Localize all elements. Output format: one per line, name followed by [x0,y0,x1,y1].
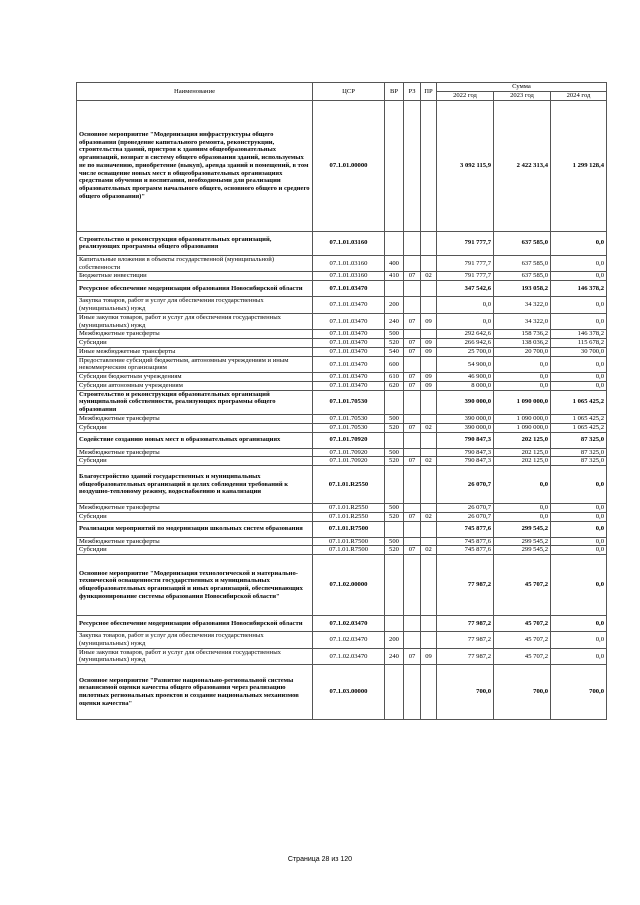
cell-csr: 07.1.01.00000 [313,100,385,231]
cell-vr [385,100,404,231]
cell-vr: 520 [385,546,404,555]
cell-csr: 07.1.01.R7500 [313,521,385,537]
cell-2024: 115 678,2 [551,339,607,348]
cell-rz: 07 [404,512,421,521]
header-2024: 2024 год [551,92,607,101]
cell-vr [385,432,404,448]
cell-2024: 87 325,0 [551,457,607,466]
cell-pr [421,390,437,414]
cell-rz: 07 [404,546,421,555]
table-row [77,313,607,330]
cell-vr [385,390,404,414]
cell-pr: 02 [421,457,437,466]
cell-2023: 138 036,2 [494,339,551,348]
cell-2022: 77 987,2 [437,632,494,649]
cell-2023: 202 125,0 [494,448,551,457]
cell-name: Строительство и реконструкция образовательных организаций муниципальной собственности, реализующих программы общего образования [77,390,313,414]
cell-2024: 146 378,2 [551,330,607,339]
cell-2024: 0,0 [551,648,607,665]
cell-rz [404,255,421,272]
cell-2023: 202 125,0 [494,457,551,466]
cell-vr [385,231,404,255]
table-row [77,504,607,513]
cell-csr: 07.1.01.03470 [313,356,385,373]
cell-name: Закупка товаров, работ и услуг для обеспечения государственных (муниципальных) нужд [77,297,313,314]
cell-vr [385,466,404,504]
cell-2023: 0,0 [494,466,551,504]
cell-pr [421,466,437,504]
cell-2022: 292 642,6 [437,330,494,339]
cell-csr: 07.1.01.03160 [313,255,385,272]
cell-rz [404,616,421,632]
table-row [77,512,607,521]
cell-vr [385,665,404,720]
header-pr: ПР [421,83,437,101]
table-header [77,83,607,101]
cell-name: Иные межбюджетные трансферты [77,347,313,356]
cell-rz [404,537,421,546]
cell-vr: 520 [385,457,404,466]
cell-2022: 790 847,3 [437,432,494,448]
cell-2022: 46 900,0 [437,373,494,382]
cell-2022: 745 877,6 [437,521,494,537]
cell-2024: 0,0 [551,632,607,649]
cell-2023: 0,0 [494,373,551,382]
cell-rz [404,100,421,231]
cell-2022: 390 000,0 [437,415,494,424]
cell-rz: 07 [404,381,421,390]
cell-name: Межбюджетные трансферты [77,504,313,513]
cell-2023: 637 585,0 [494,231,551,255]
cell-name: Реализация мероприятий по модернизации школьных систем образования [77,521,313,537]
cell-name: Иные закупки товаров, работ и услуг для обеспечения государственных (муниципальных) нужд [77,313,313,330]
cell-csr: 07.1.01.R2550 [313,512,385,521]
cell-pr: 09 [421,373,437,382]
cell-csr: 07.1.01.70920 [313,448,385,457]
cell-vr: 620 [385,381,404,390]
cell-csr: 07.1.02.03470 [313,616,385,632]
cell-2023: 45 707,2 [494,648,551,665]
cell-name: Бюджетные инвестиции [77,272,313,281]
cell-pr [421,415,437,424]
cell-name: Субсидии [77,546,313,555]
cell-pr: 02 [421,546,437,555]
cell-vr: 500 [385,415,404,424]
cell-vr: 200 [385,297,404,314]
cell-csr: 07.1.01.R7500 [313,537,385,546]
table-row [77,466,607,504]
cell-rz [404,504,421,513]
cell-pr [421,521,437,537]
cell-pr [421,432,437,448]
cell-2022: 791 777,7 [437,272,494,281]
cell-vr: 500 [385,330,404,339]
cell-2024: 30 700,0 [551,347,607,356]
cell-2022: 0,0 [437,313,494,330]
cell-2022: 8 000,0 [437,381,494,390]
page-footer: Страница 28 из 120 [287,856,353,863]
cell-pr [421,100,437,231]
cell-2022: 790 847,3 [437,448,494,457]
cell-2024: 0,0 [551,313,607,330]
header-name: Наименование [77,83,313,101]
table-row [77,100,607,231]
table-row [77,555,607,616]
cell-2023: 299 545,2 [494,521,551,537]
cell-2022: 791 777,7 [437,255,494,272]
cell-2022: 745 877,6 [437,546,494,555]
cell-rz: 07 [404,648,421,665]
cell-rz: 07 [404,272,421,281]
cell-csr: 07.1.01.70920 [313,432,385,448]
cell-2023: 45 707,2 [494,632,551,649]
cell-name: Ресурсное обеспечение модернизации образования Новосибирской области [77,616,313,632]
cell-2023: 20 700,0 [494,347,551,356]
cell-2022: 390 000,0 [437,390,494,414]
cell-2023: 2 422 313,4 [494,100,551,231]
cell-vr: 200 [385,632,404,649]
cell-2022: 0,0 [437,297,494,314]
cell-name: Субсидии [77,423,313,432]
cell-2022: 77 987,2 [437,648,494,665]
cell-vr: 240 [385,313,404,330]
header-sum: Сумма [437,83,607,92]
cell-name: Межбюджетные трансферты [77,330,313,339]
cell-2023: 299 545,2 [494,546,551,555]
cell-2024: 700,0 [551,665,607,720]
table-row [77,339,607,348]
cell-2024: 0,0 [551,504,607,513]
cell-2022: 266 942,6 [437,339,494,348]
cell-csr: 07.1.01.R2550 [313,504,385,513]
cell-pr: 02 [421,512,437,521]
cell-pr: 09 [421,381,437,390]
cell-2024: 1 065 425,2 [551,415,607,424]
cell-csr: 07.1.01.03470 [313,281,385,297]
cell-csr: 07.1.01.03470 [313,381,385,390]
header-vr: ВР [385,83,404,101]
cell-vr [385,281,404,297]
cell-csr: 07.1.01.70530 [313,415,385,424]
cell-csr: 07.1.01.03470 [313,347,385,356]
cell-csr: 07.1.01.03470 [313,339,385,348]
cell-rz: 07 [404,313,421,330]
cell-2023: 1 090 000,0 [494,390,551,414]
cell-2024: 0,0 [551,616,607,632]
cell-rz [404,448,421,457]
cell-name: Межбюджетные трансферты [77,537,313,546]
cell-pr [421,616,437,632]
cell-2024: 0,0 [551,255,607,272]
cell-name: Субсидии [77,512,313,521]
cell-name: Благоустройство зданий государственных и муниципальных общеобразовательных организаций в целях соблюдения требований к воздушно-тепловому режиму, водоснабжению и канализации [77,466,313,504]
cell-pr: 09 [421,339,437,348]
cell-2023: 34 322,0 [494,313,551,330]
cell-csr: 07.1.01.R2550 [313,466,385,504]
cell-vr [385,521,404,537]
header-2023: 2023 год [494,92,551,101]
table-row [77,255,607,272]
cell-csr: 07.1.02.03470 [313,632,385,649]
table-row [77,381,607,390]
cell-csr: 07.1.01.03470 [313,313,385,330]
cell-2023: 0,0 [494,504,551,513]
cell-name: Основное мероприятие "Развитие национально-региональной системы независимой оценки качества общего образования через реализацию пилотных региональных проектов и создание национальных механизмов оценки качества" [77,665,313,720]
cell-name: Иные закупки товаров, работ и услуг для обеспечения государственных (муниципальных) нужд [77,648,313,665]
cell-2023: 299 545,2 [494,537,551,546]
cell-pr [421,665,437,720]
budget-table [76,82,607,720]
table-row [77,432,607,448]
cell-vr [385,616,404,632]
cell-pr [421,281,437,297]
cell-2023: 0,0 [494,356,551,373]
table-row [77,457,607,466]
cell-csr: 07.1.02.03470 [313,648,385,665]
table-row [77,297,607,314]
cell-rz [404,432,421,448]
cell-2022: 790 847,3 [437,457,494,466]
cell-2023: 193 058,2 [494,281,551,297]
table-row [77,546,607,555]
table-row [77,330,607,339]
cell-2022: 700,0 [437,665,494,720]
cell-vr: 410 [385,272,404,281]
cell-pr [421,504,437,513]
cell-2023: 45 707,2 [494,555,551,616]
table-row [77,423,607,432]
cell-pr [421,356,437,373]
cell-2024: 1 065 425,2 [551,390,607,414]
cell-2023: 1 090 000,0 [494,423,551,432]
cell-2022: 745 877,6 [437,537,494,546]
cell-csr: 07.1.01.03470 [313,330,385,339]
cell-2024: 0,0 [551,466,607,504]
cell-csr: 07.1.01.03160 [313,272,385,281]
cell-pr: 09 [421,648,437,665]
cell-csr: 07.1.01.70530 [313,423,385,432]
cell-name: Основное мероприятие "Модернизация инфраструктуры общего образования (проведение капитального ремонта, реконструкции, строительства зданий, пристроя к зданиям общеобразовательных организаций, возврат в систему общего образования зданий, используемых не по назначению, приобретение (выкуп), аренда зданий и помещений, в том числе оснащение новых мест в общеобразовательных организациях средствами обучения и воспитания, необходимыми для реализации образовательных программ начального общего, основного общего и среднего общего образования)" [77,100,313,231]
cell-2022: 26 070,7 [437,466,494,504]
cell-csr: 07.1.01.R7500 [313,546,385,555]
header-rz: РЗ [404,83,421,101]
cell-vr: 520 [385,512,404,521]
cell-rz [404,231,421,255]
cell-name: Строительство и реконструкция образовательных организаций, реализующих программы общего образования [77,231,313,255]
cell-name: Предоставление субсидий бюджетным, автономным учреждениям и иным некоммерческим организациям [77,356,313,373]
cell-rz [404,330,421,339]
cell-2022: 791 777,7 [437,231,494,255]
cell-rz [404,665,421,720]
cell-name: Основное мероприятие "Модернизация технологической и материально-технической оснащенности государственных и муниципальных общеобразовательных организаций и иных организаций, обеспечивающих функционирование системы образования Новосибирской области" [77,555,313,616]
cell-2023: 202 125,0 [494,432,551,448]
cell-csr: 07.1.01.03470 [313,373,385,382]
cell-2023: 637 585,0 [494,255,551,272]
cell-pr [421,537,437,546]
cell-csr: 07.1.01.03470 [313,297,385,314]
table-row [77,347,607,356]
cell-vr: 500 [385,504,404,513]
cell-2024: 0,0 [551,555,607,616]
cell-2023: 45 707,2 [494,616,551,632]
table-body [77,100,607,719]
cell-rz [404,390,421,414]
cell-csr: 07.1.01.70920 [313,457,385,466]
cell-2023: 637 585,0 [494,272,551,281]
cell-2024: 0,0 [551,546,607,555]
cell-name: Субсидии [77,457,313,466]
cell-name: Межбюджетные трансферты [77,448,313,457]
cell-name: Субсидии [77,339,313,348]
cell-2024: 87 325,0 [551,448,607,457]
cell-pr [421,297,437,314]
cell-vr: 400 [385,255,404,272]
cell-csr: 07.1.02.00000 [313,555,385,616]
cell-2024: 1 065 425,2 [551,423,607,432]
cell-name: Субсидии бюджетным учреждениям [77,373,313,382]
cell-2024: 0,0 [551,521,607,537]
table-row [77,537,607,546]
header-csr: ЦСР [313,83,385,101]
cell-vr: 540 [385,347,404,356]
table-row [77,632,607,649]
cell-2024: 146 378,2 [551,281,607,297]
table-row [77,616,607,632]
cell-pr [421,555,437,616]
cell-2024: 0,0 [551,356,607,373]
table-row [77,272,607,281]
cell-vr: 240 [385,648,404,665]
cell-2022: 77 987,2 [437,555,494,616]
table-row [77,448,607,457]
table-row [77,390,607,414]
cell-2023: 700,0 [494,665,551,720]
cell-rz [404,415,421,424]
cell-rz: 07 [404,457,421,466]
cell-csr: 07.1.03.00000 [313,665,385,720]
cell-2024: 0,0 [551,512,607,521]
cell-2024: 1 299 128,4 [551,100,607,231]
table-row [77,281,607,297]
cell-name: Закупка товаров, работ и услуг для обеспечения государственных (муниципальных) нужд [77,632,313,649]
cell-2024: 0,0 [551,297,607,314]
cell-name: Капитальные вложения в объекты государственной (муниципальной) собственности [77,255,313,272]
cell-pr [421,330,437,339]
cell-2022: 390 000,0 [437,423,494,432]
cell-2022: 26 070,7 [437,512,494,521]
cell-vr: 520 [385,423,404,432]
cell-rz [404,521,421,537]
cell-2022: 77 987,2 [437,616,494,632]
cell-2024: 0,0 [551,381,607,390]
cell-name: Ресурсное обеспечение модернизации образования Новосибирской области [77,281,313,297]
cell-rz: 07 [404,339,421,348]
header-2022: 2022 год [437,92,494,101]
cell-vr: 500 [385,448,404,457]
cell-pr: 09 [421,313,437,330]
cell-rz: 07 [404,347,421,356]
cell-rz: 07 [404,373,421,382]
cell-pr [421,231,437,255]
cell-2023: 1 090 000,0 [494,415,551,424]
cell-rz [404,356,421,373]
cell-name: Субсидии автономным учреждениям [77,381,313,390]
cell-rz [404,466,421,504]
cell-2023: 0,0 [494,512,551,521]
table-row [77,665,607,720]
cell-2024: 0,0 [551,272,607,281]
cell-2024: 0,0 [551,537,607,546]
cell-2022: 347 542,6 [437,281,494,297]
cell-rz [404,281,421,297]
cell-pr [421,632,437,649]
table-row [77,521,607,537]
cell-2024: 0,0 [551,373,607,382]
cell-rz [404,555,421,616]
cell-name: Межбюджетные трансферты [77,415,313,424]
cell-rz: 07 [404,423,421,432]
cell-2022: 3 092 115,9 [437,100,494,231]
table-row [77,415,607,424]
table-row [77,356,607,373]
table-row [77,373,607,382]
cell-pr: 02 [421,272,437,281]
table-row [77,231,607,255]
cell-2024: 0,0 [551,231,607,255]
table-row [77,648,607,665]
cell-vr [385,555,404,616]
cell-vr: 610 [385,373,404,382]
cell-2023: 34 322,0 [494,297,551,314]
cell-name: Содействие созданию новых мест в образовательных организациях [77,432,313,448]
cell-csr: 07.1.01.03160 [313,231,385,255]
cell-pr [421,448,437,457]
cell-pr: 09 [421,347,437,356]
cell-pr: 02 [421,423,437,432]
cell-2024: 87 325,0 [551,432,607,448]
cell-2022: 54 900,0 [437,356,494,373]
cell-csr: 07.1.01.70530 [313,390,385,414]
cell-2022: 26 070,7 [437,504,494,513]
cell-vr: 600 [385,356,404,373]
cell-pr [421,255,437,272]
cell-2023: 158 736,2 [494,330,551,339]
cell-2022: 25 700,0 [437,347,494,356]
cell-2023: 0,0 [494,381,551,390]
cell-vr: 500 [385,537,404,546]
cell-vr: 520 [385,339,404,348]
cell-rz [404,632,421,649]
cell-rz [404,297,421,314]
